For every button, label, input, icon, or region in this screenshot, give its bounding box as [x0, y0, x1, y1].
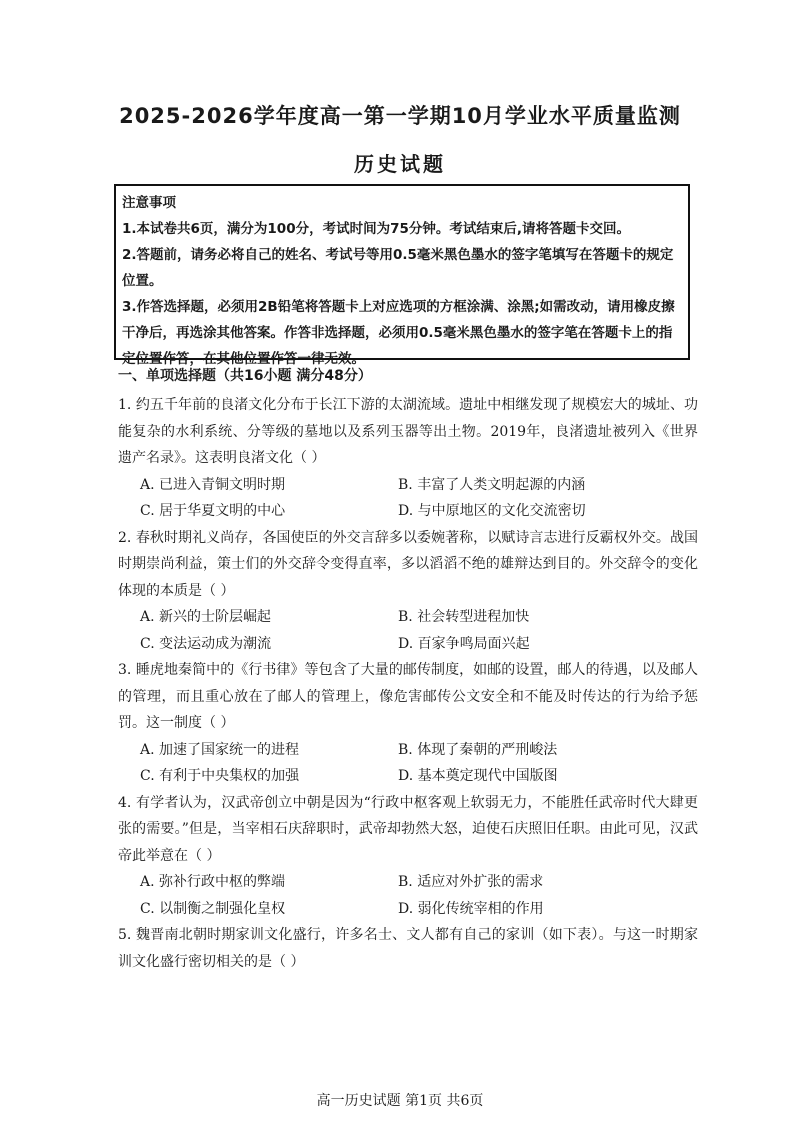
option-c: C. 以制衡之制强化皇权	[140, 900, 286, 917]
question-list	[118, 392, 698, 975]
question-stem: 3. 睡虎地秦简中的《行书律》等包含了大量的邮传制度，如邮的设置，邮人的待遇，以及邮人的管理，而且重心放在了邮人的管理上，像危害邮传公文安全和不能及时传达的行为给予惩罚。这一制度（ ）	[118, 662, 698, 731]
question-options	[118, 869, 698, 922]
exam-title: 2025-2026学年度高一第一学期10月学业水平质量监测	[119, 104, 681, 128]
question-stem: 1. 约五千年前的良渚文化分布于长江下游的太湖流域。遗址中相继发现了规模宏大的城址、功能复杂的水利系统、分等级的墓地以及系列玉器等出土物。2019年，良渚遗址被列入《世界遗产名录》。这表明良渚文化（ ）	[118, 397, 698, 466]
option-c: C. 居于华夏文明的中心	[140, 503, 286, 519]
option-b: B. 社会转型进程加快	[398, 609, 530, 625]
question-4	[118, 790, 698, 923]
question-stem: 2. 春秋时期礼义尚存，各国使臣的外交言辞多以委婉著称，以赋诗言志进行反霸权外交。战国时期崇尚利益，策士们的外交辞令变得直率，多以滔滔不绝的雄辩达到目的。外交辞令的变化体现的本质是（ ）	[118, 529, 698, 599]
notice-box	[114, 184, 690, 367]
question-options	[118, 604, 698, 657]
question-2	[118, 525, 698, 658]
option-b: B. 适应对外扩张的需求	[398, 874, 544, 890]
option-c: C. 有利于中央集权的加强	[140, 768, 300, 784]
section-heading: 一、单项选择题（共16小题 满分48分）	[118, 368, 372, 384]
option-b: B. 丰富了人类文明起源的内涵	[398, 476, 586, 493]
question-stem: 4. 有学者认为，汉武帝创立中朝是因为“行政中枢客观上软弱无力，不能胜任武帝时代大肆更张的需要。”但是，当宰相石庆辞职时，武帝却勃然大怒，迫使石庆照旧任职。由此可见，汉武帝此举意在（ ）	[118, 794, 698, 864]
notice-heading: 注意事项	[122, 195, 176, 211]
question-1	[118, 392, 698, 525]
option-b: B. 体现了秦朝的严刑峻法	[398, 741, 558, 758]
notice-item-1: 1.本试卷共6页，满分为100分，考试时间为75分钟。考试结束后,请将答题卡交回。	[122, 221, 631, 237]
exam-subtitle: 历史试题	[354, 152, 446, 176]
page-footer: 高一历史试题 第1页 共6页	[316, 1093, 484, 1109]
option-a: A. 已进入青铜文明时期	[140, 476, 286, 493]
question-3	[118, 657, 698, 790]
option-a: A. 弥补行政中枢的弊端	[140, 874, 286, 890]
option-d: D. 基本奠定现代中国版图	[398, 768, 558, 784]
option-d: D. 弱化传统宰相的作用	[398, 900, 544, 917]
question-5	[118, 922, 698, 975]
option-a: A. 加速了国家统一的进程	[140, 741, 300, 758]
question-options	[118, 472, 698, 525]
notice-item-2: 2.答题前，请务必将自己的姓名、考试号等用0.5毫米黑色墨水的签字笔填写在答题卡的规定位置。	[122, 247, 674, 289]
notice-item-3: 3.作答选择题，必须用2B铅笔将答题卡上对应选项的方框涂满、涂黑;如需改动，请用橡皮擦干净后，再选涂其他答案。作答非选择题，必须用0.5毫米黑色墨水的签字笔在答题卡上的指定位置作答，在其他位置作答一律无效。	[122, 299, 675, 367]
option-c: C. 变法运动成为潮流	[140, 635, 272, 652]
option-d: D. 与中原地区的文化交流密切	[398, 503, 586, 519]
option-a: A. 新兴的士阶层崛起	[140, 609, 272, 625]
option-d: D. 百家争鸣局面兴起	[398, 635, 530, 652]
question-options	[118, 737, 698, 790]
question-stem: 5. 魏晋南北朝时期家训文化盛行，许多名士、文人都有自己的家训（如下表）。与这一时期家训文化盛行密切相关的是（ ）	[118, 927, 698, 970]
